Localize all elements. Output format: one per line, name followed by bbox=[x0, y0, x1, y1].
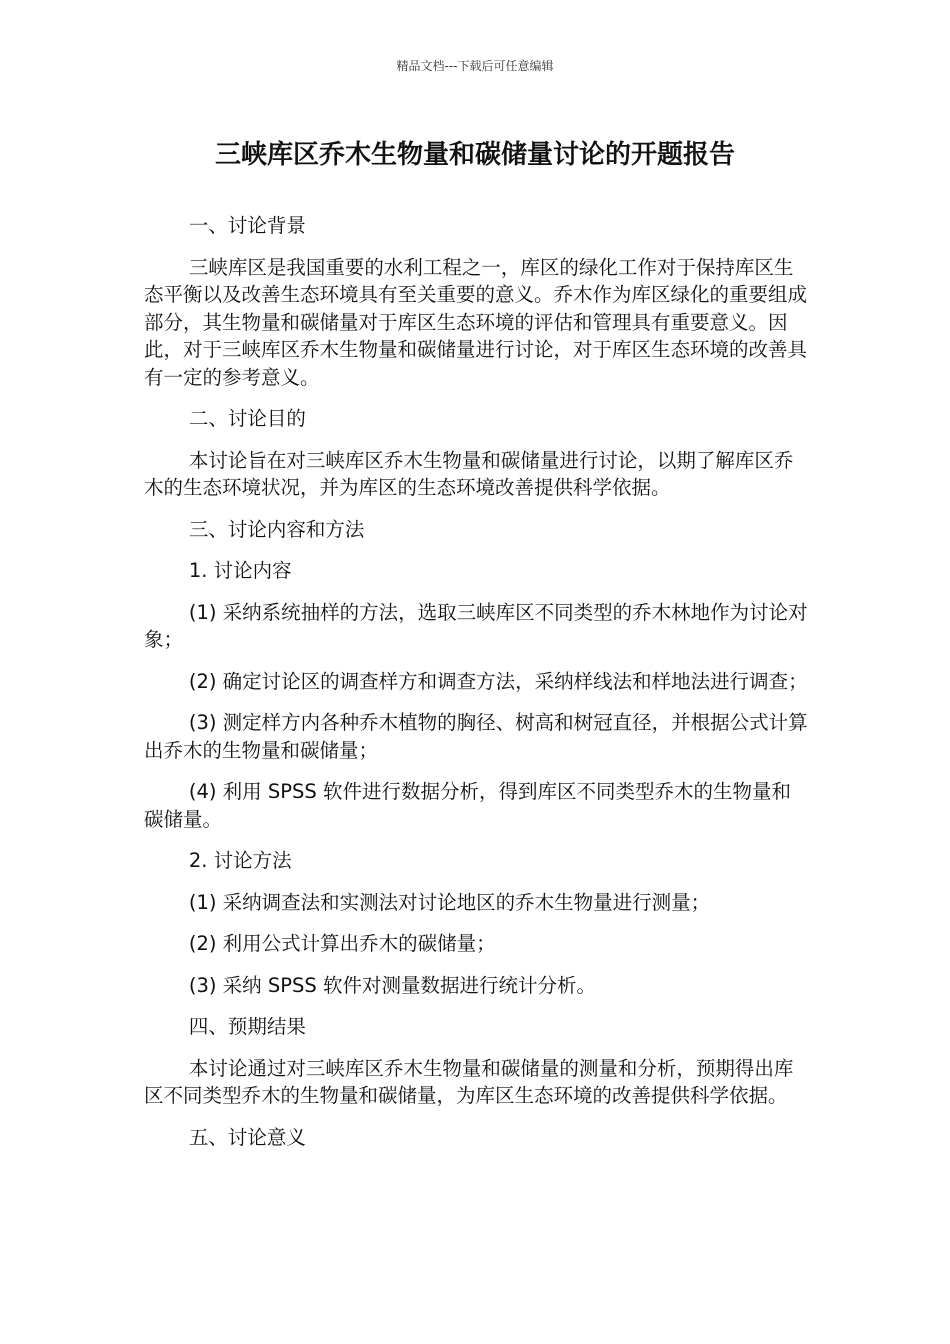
list-item-content-1: (1) 采纳系统抽样的方法，选取三峡库区不同类型的乔木林地作为讨论对象； bbox=[144, 600, 808, 651]
list-item-content-4: (4) 利用 SPSS 软件进行数据分析，得到库区不同类型乔木的生物量和碳储量。 bbox=[144, 780, 791, 831]
section-heading-background: 一、讨论背景 bbox=[188, 214, 306, 237]
header-note: 精品文档---下载后可任意编辑 bbox=[396, 59, 554, 73]
subheading-methods: 2. 讨论方法 bbox=[188, 849, 292, 872]
list-item-content-2: (2) 确定讨论区的调查样方和调查方法，采纳样线法和样地法进行调查； bbox=[188, 669, 808, 693]
document-body bbox=[144, 212, 810, 1165]
list-item-method-3: (3) 采纳 SPSS 软件对测量数据进行统计分析。 bbox=[188, 973, 596, 997]
section-heading-expected-results: 四、预期结果 bbox=[188, 1015, 306, 1038]
section-heading-content-methods: 三、讨论内容和方法 bbox=[188, 517, 365, 541]
section-heading-purpose: 二、讨论目的 bbox=[188, 407, 306, 430]
section-heading-significance: 五、讨论意义 bbox=[188, 1125, 306, 1149]
paragraph-expected-results: 本讨论通过对三峡库区乔木生物量和碳储量的测量和分析，预期得出库区不同类型乔木的生物量和碳储量，为库区生态环境的改善提供科学依据。 bbox=[144, 1056, 794, 1107]
document-title: 三峡库区乔木生物量和碳储量讨论的开题报告 bbox=[214, 140, 735, 170]
paragraph-purpose: 本讨论旨在对三峡库区乔木生物量和碳储量进行讨论，以期了解库区乔木的生态环境状况，并为库区的生态环境改善提供科学依据。 bbox=[144, 448, 794, 499]
list-item-method-1: (1) 采纳调查法和实测法对讨论地区的乔木生物量进行测量； bbox=[188, 890, 711, 914]
list-item-method-2: (2) 利用公式计算出乔木的碳储量； bbox=[188, 932, 496, 955]
list-item-content-3: (3) 测定样方内各种乔木植物的胸径、树高和树冠直径，并根据公式计算出乔木的生物量和碳储量； bbox=[144, 711, 808, 762]
subheading-content: 1. 讨论内容 bbox=[188, 559, 292, 582]
paragraph-background: 三峡库区是我国重要的水利工程之一，库区的绿化工作对于保持库区生态平衡以及改善生态环境具有至关重要的意义。乔木作为库区绿化的重要组成部分，其生物量和碳储量对于库区生态环境的评估和管理具有重要意义。因此，对于三峡库区乔木生物量和碳储量进行讨论，对于库区生态环境的改善具有一定的参考意义。 bbox=[144, 255, 808, 389]
